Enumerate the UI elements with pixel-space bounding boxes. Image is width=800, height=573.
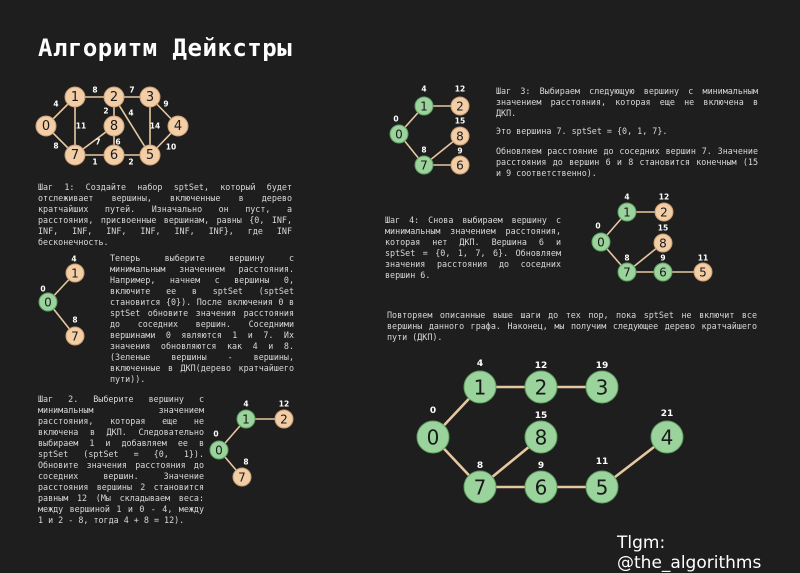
node-label-2: 2	[280, 412, 288, 427]
graph-step4	[592, 193, 712, 282]
weight-label-2-8: 2	[103, 106, 109, 116]
distance-label-5: 11	[595, 457, 609, 467]
distance-label-8: 15	[454, 116, 466, 126]
distance-label-7: 8	[72, 315, 78, 325]
distance-label-7: 8	[476, 461, 484, 471]
distance-label-2: 12	[534, 361, 548, 371]
weight-label-3-5: 14	[149, 121, 161, 131]
weight-label-5-6: 2	[128, 157, 134, 167]
graph-step1	[39, 255, 84, 346]
distance-label-2: 12	[278, 399, 290, 409]
distance-label-4: 21	[660, 409, 674, 419]
weight-label-1-7: 11	[75, 121, 87, 131]
weight-label-6-8: 6	[115, 137, 121, 147]
distance-label-8: 15	[534, 411, 548, 421]
step3c-text: Обновляем расстояние до соседних вершин 7. Значение расстояния до вершин 6 и 8 становится конечным (15 и 9 соответственно).	[496, 146, 758, 178]
distance-label-7: 8	[243, 457, 249, 467]
telegram-handle: Tlgm: @the_algorithms	[617, 533, 762, 573]
node-label-4: 4	[173, 119, 183, 134]
distance-label-7: 8	[421, 145, 427, 155]
node-label-3: 3	[595, 375, 609, 400]
final-text: Повторяем описанные выше шаги до тех пор, пока sptSet не включит все вершины данного графа. Наконец, мы получим следующее дерево кратчайшего пути (ДКП).	[387, 310, 757, 342]
node-label-5: 5	[699, 265, 707, 280]
weight-label-7-8: 7	[95, 137, 101, 147]
node-label-6: 6	[534, 475, 548, 500]
node-label-1: 1	[420, 99, 428, 114]
step3b-text: Это вершина 7. sptSet = {0, 1, 7}.	[496, 126, 668, 136]
distance-label-0: 0	[213, 429, 219, 439]
weight-label-1-2: 8	[92, 85, 98, 95]
distance-label-1: 4	[624, 192, 630, 202]
node-label-6: 6	[659, 265, 667, 280]
weight-label-0-7: 8	[53, 141, 59, 151]
node-label-2: 2	[660, 205, 668, 220]
distance-label-2: 12	[658, 192, 670, 202]
node-label-3: 3	[145, 90, 155, 105]
node-label-1: 1	[71, 266, 79, 281]
weight-label-2-5: 4	[128, 108, 134, 118]
weight-label-0-1: 4	[53, 99, 59, 109]
distance-label-0: 0	[40, 284, 46, 294]
step1-text: Шаг 1: Создайте набор sptSet, который будет отслеживает вершины, включенные в дерево кратчайших путей. Изначально он пуст, а расстояния, присвоенные вершинам, равны {0, INF, INF, INF, INF, INF, INF, INF}, где INF бесконечность.	[38, 182, 292, 247]
graph-step3	[390, 85, 469, 175]
node-label-7: 7	[71, 329, 79, 344]
node-label-8: 8	[456, 129, 464, 144]
node-label-7: 7	[473, 475, 487, 500]
node-label-0: 0	[41, 119, 51, 134]
node-label-8: 8	[109, 119, 119, 134]
node-label-1: 1	[473, 375, 487, 400]
weight-label-4-5: 10	[165, 142, 177, 152]
distance-label-0: 0	[393, 114, 399, 124]
step3a-text: Шаг 3: Выбираем следующую вершину с минимальным значением расстояния, которая еще не включена в ДКП.	[496, 86, 758, 118]
node-label-0: 0	[215, 443, 223, 458]
node-label-1: 1	[623, 205, 631, 220]
node-label-4: 4	[660, 425, 674, 450]
node-label-0: 0	[426, 425, 440, 450]
distance-label-2: 12	[454, 84, 466, 94]
node-label-2: 2	[456, 99, 464, 114]
node-label-7: 7	[420, 158, 428, 173]
weight-label-6-7: 1	[92, 157, 98, 167]
distance-label-8: 15	[657, 223, 669, 233]
distance-label-1: 4	[476, 359, 484, 369]
distance-label-6: 9	[537, 461, 545, 471]
page-title: Алгоритм Дейкстры	[38, 34, 293, 62]
step1b-text: Теперь выберите вершину с минимальным значением расстояния. Например, начнем с вершины 0, включите ее в sptSet (sptSet становится {0}). После включения 0 в sptSet обновите значения расстояния до соседних вершин. Соседними вершинами 0 являются 1 и 7. Их значения обновляются как 4 и 8. (Зеленые вершины - вершины, включенные в ДКП(дерево кратчайшего пути)).	[110, 253, 294, 384]
graph-full	[36, 86, 188, 167]
node-label-5: 5	[595, 475, 609, 500]
weight-label-2-3: 7	[129, 85, 135, 95]
distance-label-1: 4	[421, 84, 427, 94]
node-label-2: 2	[534, 375, 548, 400]
distance-label-6: 9	[660, 253, 666, 263]
node-label-7: 7	[623, 265, 631, 280]
node-label-1: 1	[70, 90, 80, 105]
node-label-6: 6	[109, 148, 119, 163]
node-label-8: 8	[659, 236, 667, 251]
distance-label-1: 4	[71, 254, 77, 264]
node-label-1: 1	[242, 412, 250, 427]
distance-label-0: 0	[595, 221, 601, 231]
node-label-5: 5	[145, 148, 155, 163]
distance-label-1: 4	[243, 399, 249, 409]
distance-label-3: 19	[595, 361, 609, 371]
distance-label-5: 11	[697, 253, 709, 263]
step4-text: Шаг 4: Снова выбираем вершину с минимальным значением расстояния, которая нет ДКП. Вершина 6 и sptSet = {0, 1, 7, 6}. Обновляем значения расстояния до соседних вершин 6.	[385, 215, 561, 280]
step2-text: Шаг 2. Выберите вершину с минимальным значением расстояния, которая еще не включена в ДКП. Следовательно выбираем 1 и добавляем ее в sptSet (sptSet = {0, 1}). Обновите значения расстояния до соседних вершин. Значение расстояния вершины 2 становится равным 12 (Мы складываем веса: между вершиной 1 и 0 - 4, между 1 и 2 - 8, тогда 4 + 8 = 12).	[38, 394, 204, 525]
distance-label-6: 9	[457, 146, 463, 156]
node-label-7: 7	[70, 148, 80, 163]
node-label-0: 0	[395, 127, 403, 142]
node-label-2: 2	[109, 90, 119, 105]
node-label-0: 0	[44, 295, 52, 310]
node-label-7: 7	[238, 470, 246, 485]
node-label-8: 8	[534, 425, 548, 450]
distance-label-0: 0	[429, 406, 437, 416]
node-label-0: 0	[597, 235, 605, 250]
weight-label-3-4: 9	[163, 99, 169, 109]
node-label-6: 6	[456, 158, 464, 173]
graph-step2	[210, 400, 293, 487]
graph-final	[417, 359, 683, 503]
distance-label-7: 8	[624, 253, 630, 263]
